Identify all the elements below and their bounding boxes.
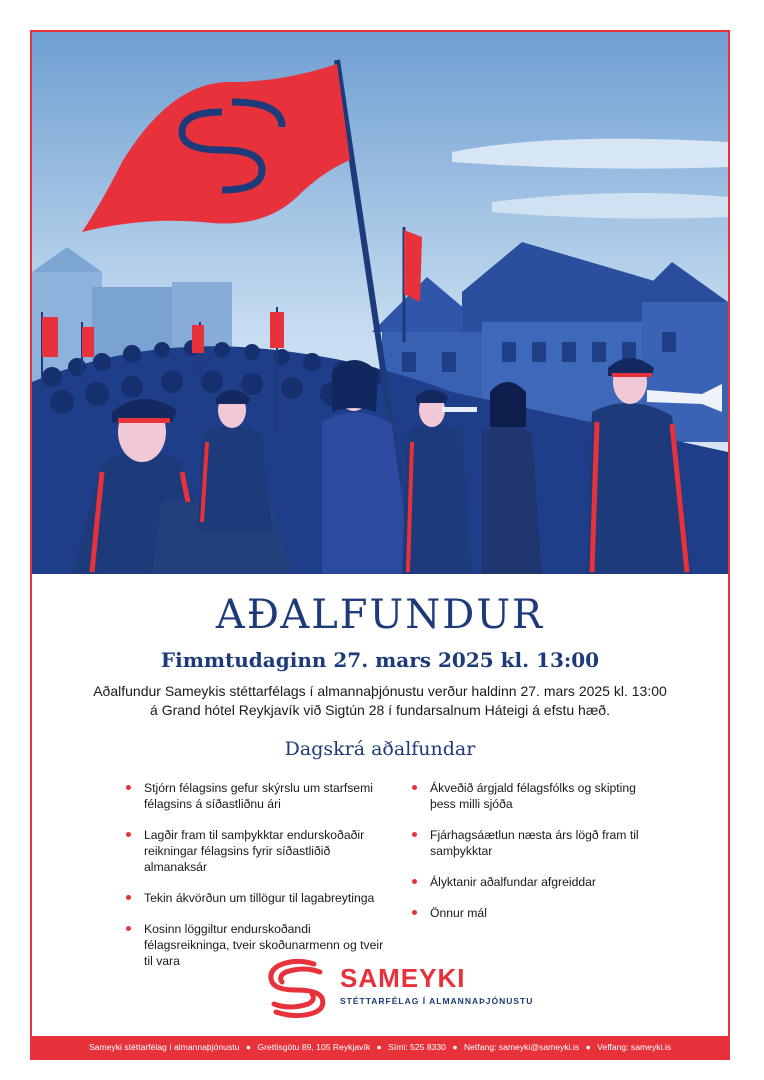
march-illustration-art bbox=[32, 32, 728, 574]
page-title: AÐALFUNDUR bbox=[215, 592, 545, 638]
footer-separator: ● bbox=[245, 1042, 252, 1052]
logo-name: SAMEYKI bbox=[340, 963, 466, 993]
footer-email-link[interactable]: Netfang: sameyki@sameyki.is bbox=[463, 1042, 580, 1052]
agenda-item: Ákveðið árgjald félagsfólks og skipting þess milli sjóða bbox=[410, 780, 650, 812]
footer-address: Grettisgötu 89, 105 Reykjavík bbox=[257, 1042, 371, 1052]
footer-separator: ● bbox=[585, 1042, 591, 1052]
agenda-item: Ályktanir aðalfundar afgreiddar bbox=[410, 874, 650, 890]
footer-phone: Sími: 525 8330 bbox=[388, 1042, 446, 1052]
logo-tagline: STÉTTARFÉLAG Í ALMANNAÞJÓNUSTU bbox=[340, 996, 534, 1006]
footer-web-link[interactable]: Veffang: sameyki.is bbox=[597, 1042, 672, 1052]
intro-text bbox=[72, 682, 688, 720]
poster bbox=[30, 30, 730, 1060]
agenda-item: Kosinn löggiltur endurskoðandi félagsreikninga, tveir skoðunarmenn og tveir til vara bbox=[124, 921, 394, 969]
footer-separator: ● bbox=[452, 1042, 458, 1052]
intro-line-1: Aðalfundur Sameykis stéttarfélags í almannaþjónustu verður haldinn 27. mars 2025 kl. 13:00 bbox=[93, 683, 667, 699]
march-illustration bbox=[32, 32, 728, 574]
agenda-list-right bbox=[410, 780, 650, 936]
footer-org: Sameyki stéttarfélag í almannaþjónustu bbox=[88, 1042, 240, 1052]
agenda-item: Tekin ákvörðun um tillögur til lagabreytinga bbox=[124, 890, 394, 906]
agenda-item: Stjórn félagsins gefur skýrslu um starfsemi félagsins á síðastliðnu ári bbox=[124, 780, 394, 812]
agenda-list-left bbox=[124, 780, 394, 984]
agenda-title: Dagskrá aðalfundar bbox=[284, 738, 476, 760]
sameyki-logo bbox=[264, 956, 534, 1020]
footer-bar bbox=[32, 1036, 728, 1058]
agenda-item: Lagðir fram til samþykktar endurskoðaðir reikningar félagsins fyrir síðastliðið almanaksár bbox=[124, 827, 394, 875]
meeting-date: Fimmtudaginn 27. mars 2025 kl. 13:00 bbox=[160, 648, 600, 672]
agenda-item: Fjárhagsáætlun næsta árs lögð fram til samþykktar bbox=[410, 827, 650, 859]
intro-line-2: á Grand hótel Reykjavík við Sigtún 28 í fundarsalnum Háteigi á efstu hæð. bbox=[150, 702, 610, 718]
footer-separator: ● bbox=[376, 1042, 382, 1052]
agenda-item: Önnur mál bbox=[410, 905, 650, 921]
sameyki-logo-mark-icon bbox=[264, 956, 330, 1020]
